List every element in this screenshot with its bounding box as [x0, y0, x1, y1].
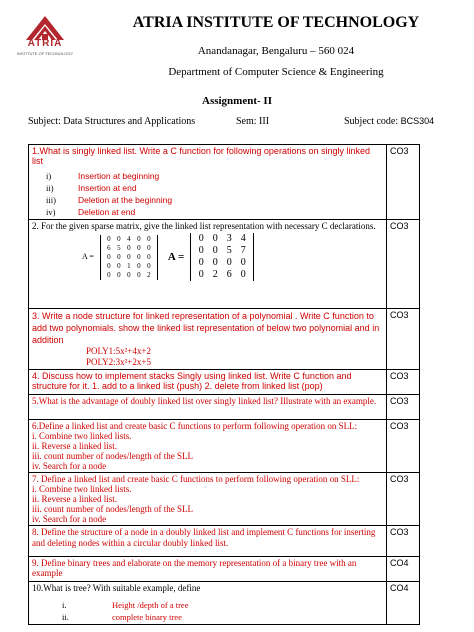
course-outcome: CO3	[387, 526, 420, 557]
matrix-cell: 0	[127, 270, 131, 279]
question-text: 9. Define binary trees and elaborate on the memory representation of a binary tree with an example	[32, 558, 357, 578]
table-row	[29, 309, 420, 370]
matrix-cell: 2	[212, 269, 218, 280]
list-item: ii. complete binary tree	[62, 612, 182, 622]
table-row	[29, 370, 420, 395]
table-row	[29, 557, 420, 582]
matrix-cell: 0	[107, 270, 111, 279]
question-text: 10.What is tree? With suitable example, define	[32, 583, 201, 593]
table-row	[29, 526, 420, 557]
matrix-cell: 2	[147, 270, 151, 279]
course-outcome: CO3	[387, 309, 420, 370]
list-item: iii) Deletion at the beginning	[46, 195, 173, 205]
list-item: i. Combine two linked lists.	[32, 431, 132, 441]
list-item: iii. count number of nodes/length of the SLL	[32, 451, 193, 461]
matrix-cell: 0	[226, 257, 232, 268]
question-text: 6.Define a linked list and create basic C functions to perform following operation on SLL:	[32, 421, 358, 431]
list-item: i. Height /depth of a tree	[62, 600, 189, 610]
matrix-cell: 3	[226, 233, 232, 244]
matrix-cell: 0	[117, 252, 121, 261]
matrix-cell: 5	[117, 243, 121, 252]
matrix-label: A =	[167, 251, 185, 263]
matrix-cell: 4	[127, 234, 131, 243]
polynomial-2: POLY2:3x²+2x+5	[86, 357, 151, 367]
matrix-cell: 0	[212, 245, 218, 256]
course-outcome: CO3	[387, 420, 420, 473]
matrix-cell: 0	[198, 233, 204, 244]
matrix-cell: 0	[198, 245, 204, 256]
subject-code-value: BCS304	[400, 116, 435, 126]
table-row	[29, 220, 420, 309]
course-outcome: CO4	[387, 557, 420, 582]
polynomial-1: POLY1:5x²+4x+2	[86, 346, 151, 356]
sparse-matrix-figure	[32, 231, 383, 285]
course-outcome: CO3	[387, 370, 420, 395]
list-item: iv. Search for a node	[32, 514, 107, 524]
question-text: 5.What is the advantage of doubly linked list over singly linked list? Illustrate with an example.	[32, 396, 377, 406]
matrix-cell: 0	[137, 261, 141, 270]
matrix-cell: 4	[240, 233, 246, 244]
institute-address: Anandanagar, Bengaluru – 560 024	[197, 45, 355, 57]
matrix-cell: 0	[107, 252, 111, 261]
subject-code	[344, 116, 434, 127]
matrix-cell: 0	[127, 252, 131, 261]
list-item: iv) Deletion at end	[46, 207, 136, 217]
matrix-cell: 1	[127, 261, 131, 270]
subject-name: Subject: Data Structures and Applications	[28, 116, 196, 127]
table-row	[29, 582, 420, 625]
matrix-label: A =	[82, 252, 94, 261]
list-item: ii. Reverse a linked list.	[32, 494, 117, 504]
question-text: 3. Write a node structure for linked representation of a polynomial . Write C function to add two polynomials. show the linked list representation of below two polynomial and in addition	[32, 311, 380, 345]
assignment-title: Assignment- II	[202, 95, 272, 107]
table-row	[29, 473, 420, 526]
list-item: iii. count number of nodes/length of the SLL	[32, 504, 193, 514]
matrix-large	[190, 233, 254, 281]
matrix-cell: 0	[117, 234, 121, 243]
matrix-cell: 5	[226, 245, 232, 256]
matrix-cell: 0	[198, 257, 204, 268]
matrix-cell: 0	[117, 270, 121, 279]
question-text: 8. Define the structure of a node in a doubly linked list and implement C functions for inserting and deleting nodes within a circular doubly linked list.	[32, 527, 376, 548]
institute-name: ATRIA INSTITUTE OF TECHNOLOGY	[132, 14, 420, 31]
department-name: Department of Computer Science & Engineering	[168, 66, 384, 78]
matrix-cell: 0	[147, 261, 151, 270]
matrix-cell: 0	[137, 234, 141, 243]
matrix-cell: 0	[127, 243, 131, 252]
matrix-small	[100, 235, 158, 280]
list-item: ii. Reverse a linked list.	[32, 441, 117, 451]
course-outcome: CO3	[387, 395, 420, 420]
matrix-cell: 7	[240, 245, 246, 256]
table-row	[29, 395, 420, 420]
question-text: 1.What is singly linked list. Write a C function for following operations on singly linked list	[32, 146, 370, 166]
matrix-cell: 0	[107, 261, 111, 270]
matrix-cell: 0	[117, 261, 121, 270]
matrix-cell: 6	[226, 269, 232, 280]
matrix-cell: 0	[198, 269, 204, 280]
question-table	[28, 144, 420, 625]
matrix-cell: 0	[212, 233, 218, 244]
matrix-cell: 0	[240, 257, 246, 268]
question-text: 2. For the given sparse matrix, give the linked list representation with necessary C declarations.	[32, 221, 376, 231]
list-item: ii) Insertion at end	[46, 183, 137, 193]
matrix-cell: 0	[137, 243, 141, 252]
table-row	[29, 420, 420, 473]
course-outcome: CO3	[387, 145, 420, 220]
logo-text: ATRIA	[27, 38, 63, 49]
list-item: i. Combine two linked lists.	[32, 484, 132, 494]
course-outcome: CO3	[387, 473, 420, 526]
matrix-cell: 0	[240, 269, 246, 280]
question-text: 4. Discuss how to implement stacks Singly using linked list. Write C function and structure for it. 1. add to a linked list (push) 2. delete from linked list (pop)	[32, 371, 352, 391]
matrix-cell: 6	[107, 243, 111, 252]
matrix-cell: 0	[147, 243, 151, 252]
course-outcome: CO4	[387, 582, 420, 625]
subject-code-label: Subject code:	[344, 116, 399, 127]
semester: Sem: III	[236, 116, 270, 127]
matrix-cell: 0	[107, 234, 111, 243]
matrix-cell: 0	[147, 252, 151, 261]
logo-subtitle: INSTITUTE OF TECHNOLOGY	[16, 51, 74, 56]
matrix-cell: 0	[212, 257, 218, 268]
table-row	[29, 145, 420, 220]
list-item: i) Insertion at beginning	[46, 171, 160, 181]
matrix-cell: 0	[137, 252, 141, 261]
list-item: iv. Search for a node	[32, 461, 107, 471]
matrix-cell: 0	[147, 234, 151, 243]
matrix-cell: 0	[137, 270, 141, 279]
question-text: 7. Define a linked list and create basic C functions to perform following operation on SLL:	[32, 474, 360, 484]
course-outcome: CO3	[387, 220, 420, 309]
